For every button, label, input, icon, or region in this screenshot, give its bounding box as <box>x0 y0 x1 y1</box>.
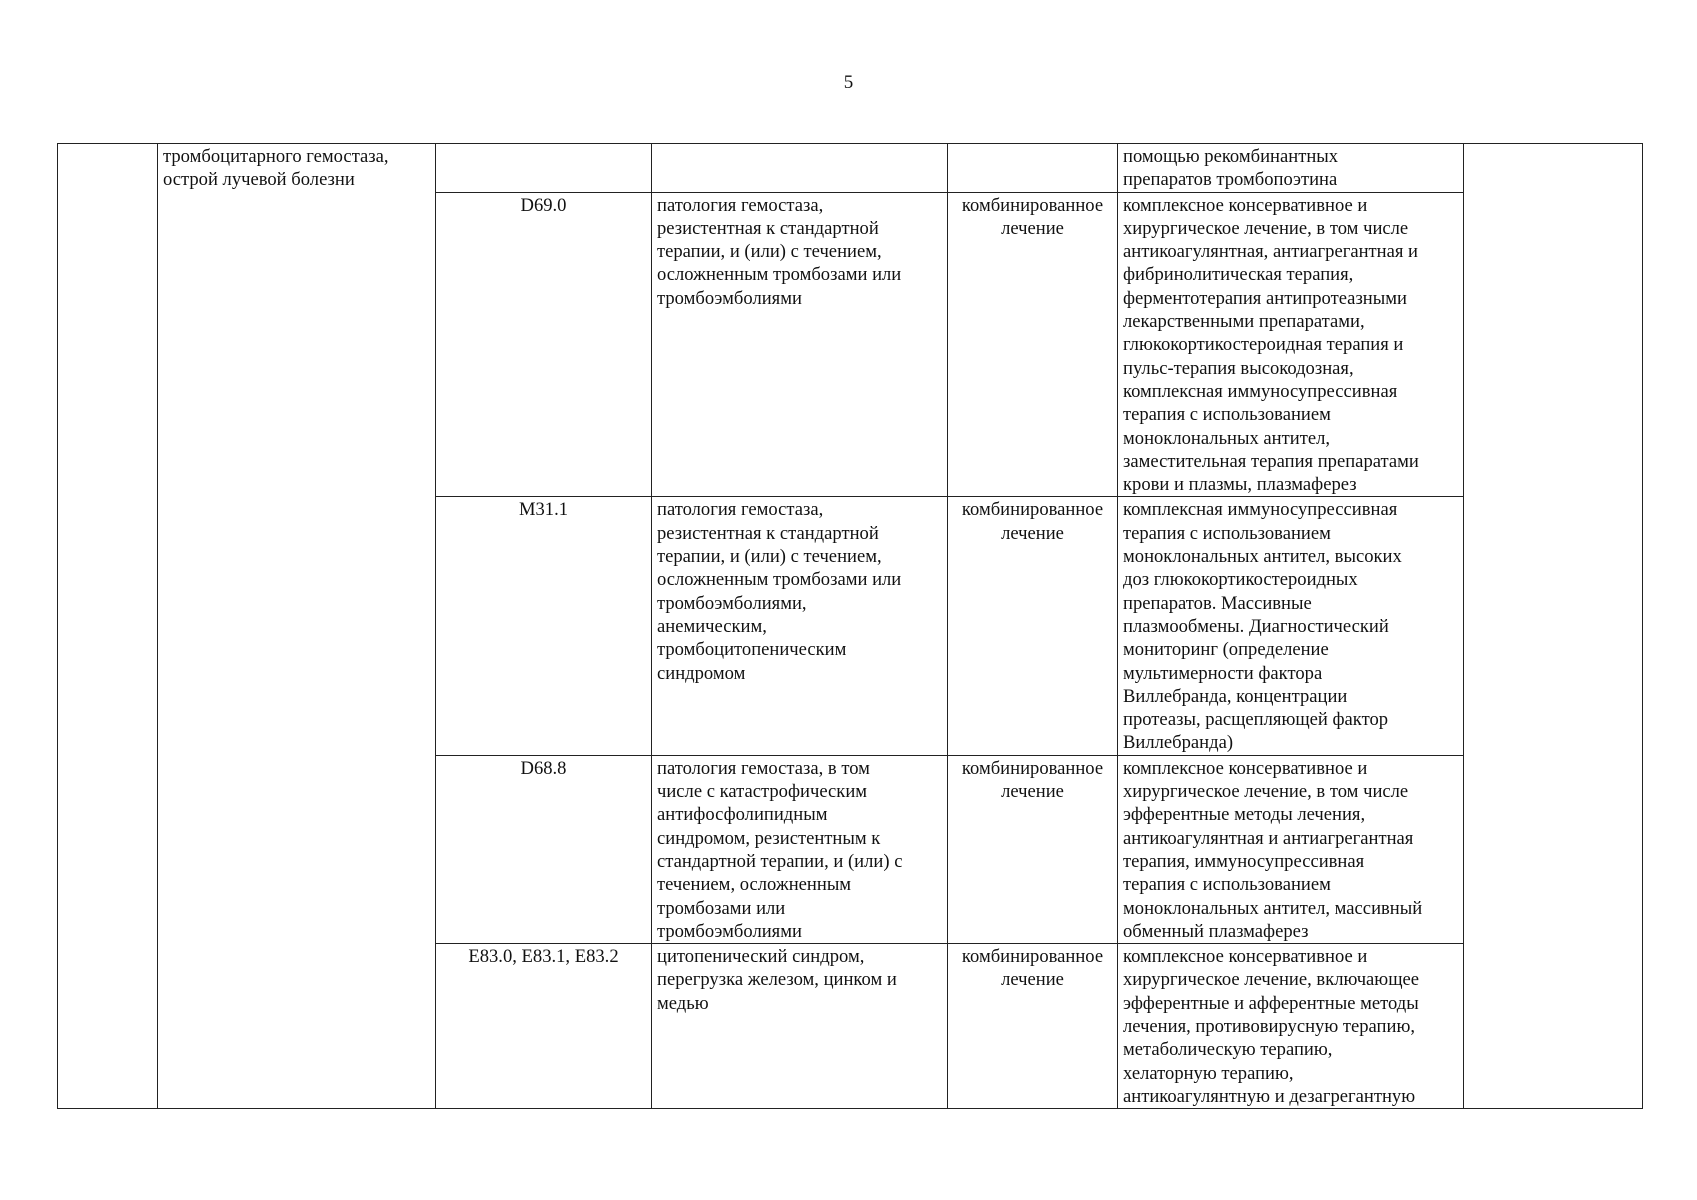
text-line: антикоагулянтная, антиагрегантная и <box>1123 241 1419 263</box>
text-line: лечения, противовирусную терапию, <box>1123 1015 1415 1037</box>
text-line: синдромом <box>657 662 746 684</box>
text-line: мониторинг (определение <box>1123 639 1329 661</box>
text-line: метаболическую терапию, <box>1123 1039 1333 1061</box>
text-line: терапии, и (или) с течением, <box>657 241 882 263</box>
norm-cell <box>1464 144 1643 1109</box>
method-cell <box>1118 944 1464 1109</box>
text-line: хирургическое лечение, в том числе <box>1123 781 1409 803</box>
text-line: моноклональных антител, массивный <box>1123 897 1423 919</box>
text-line: терапия с использованием <box>1123 404 1331 426</box>
text-line: синдромом, резистентным к <box>657 827 881 849</box>
treatment-type-cell <box>948 192 1118 497</box>
condition-cell <box>652 192 948 497</box>
text-line: резистентная к стандартной <box>657 522 879 544</box>
method-cell <box>1118 497 1464 755</box>
table-row <box>58 144 1643 193</box>
treatment-type-cell <box>948 944 1118 1109</box>
condition-cell <box>652 497 948 755</box>
method-cell <box>1118 192 1464 497</box>
text-line: Виллебранда) <box>1123 732 1234 754</box>
text-line: тромбоэмболиями, <box>657 592 807 614</box>
text-line: комплексная иммуносупрессивная <box>1123 499 1398 521</box>
text-line: тромбоцитарного гемостаза, <box>163 146 389 167</box>
text-line: перегрузка железом, цинком и <box>657 969 897 991</box>
text-line: осложненным тромбозами или <box>657 264 902 286</box>
text-line: комбинированное <box>961 194 1104 216</box>
text-line: резистентная к стандартной <box>657 217 879 239</box>
text-line: фибринолитическая терапия, <box>1123 264 1354 286</box>
text-line: патология гемостаза, <box>657 499 824 521</box>
text-line: глюкокортикостероидная терапия и <box>1123 334 1404 356</box>
text-line: моноклональных антител, <box>1123 427 1331 449</box>
text-line: лечение <box>1001 217 1064 239</box>
text-line: тромбоцитопеническим <box>657 639 847 661</box>
text-line: течением, осложненным <box>657 874 852 896</box>
condition-cell <box>652 944 948 1109</box>
text-line: лечение <box>1001 969 1064 991</box>
code-cell: D69.0 <box>436 192 652 497</box>
text-line: комплексное консервативное и <box>1123 757 1368 779</box>
text-line: моноклональных антител, высоких <box>1123 546 1402 568</box>
text-line: терапия, иммуносупрессивная <box>1123 850 1365 872</box>
text-line: антифосфолипидным <box>657 804 828 826</box>
text-line: доз глюкокортикостероидных <box>1123 569 1358 591</box>
text-line: острой лучевой болезни <box>163 169 355 191</box>
text-line: тромбоэмболиями <box>657 920 802 942</box>
text-line: патология гемостаза, в том <box>657 757 870 779</box>
text-line: протеазы, расщепляющей фактор <box>1123 709 1389 731</box>
code-cell: D68.8 <box>436 755 652 943</box>
text-line: патология гемостаза, <box>657 194 824 216</box>
text-line: комплексное консервативное и <box>1123 946 1368 968</box>
code-cell <box>436 144 652 193</box>
profile-name-cell <box>158 144 436 1109</box>
text-line: антикоагулянтную и дезагрегантную <box>1123 1085 1416 1107</box>
treatment-type-cell <box>948 755 1118 943</box>
text-line: пульс-терапия высокодозная, <box>1123 357 1354 379</box>
text-line: мультимерности фактора <box>1123 662 1323 684</box>
text-line: лечение <box>1001 781 1064 803</box>
medical-care-table <box>57 143 1643 1109</box>
code-cell: M31.1 <box>436 497 652 755</box>
page-number: 5 <box>843 72 854 93</box>
text-line: крови и плазмы, плазмаферез <box>1123 474 1357 496</box>
text-line: лекарственными препаратами, <box>1123 311 1365 333</box>
text-line: эфферентные методы лечения, <box>1123 804 1366 826</box>
method-cell <box>1118 755 1464 943</box>
text-line: антикоагулянтная и антиагрегантная <box>1123 827 1414 849</box>
text-line: хелаторную терапию, <box>1123 1062 1294 1084</box>
text-line: хирургическое лечение, в том числе <box>1123 217 1409 239</box>
text-line: препаратов тромбопоэтина <box>1123 169 1338 191</box>
text-line: комплексное консервативное и <box>1123 194 1368 216</box>
method-cell <box>1118 144 1464 193</box>
text-line: медью <box>657 992 709 1014</box>
text-line: комбинированное <box>961 757 1104 779</box>
text-line: тромбозами или <box>657 897 786 919</box>
treatment-type-cell <box>948 144 1118 193</box>
text-line: цитопенический синдром, <box>657 946 865 968</box>
text-line: осложненным тромбозами или <box>657 569 902 591</box>
code-cell: E83.0, E83.1, E83.2 <box>436 944 652 1109</box>
text-line: плазмообмены. Диагностический <box>1123 615 1389 637</box>
text-line: ферментотерапия антипротеазными <box>1123 287 1407 309</box>
condition-cell <box>652 144 948 193</box>
treatment-type-cell <box>948 497 1118 755</box>
text-line: эфферентные и афферентные методы <box>1123 992 1419 1014</box>
text-line: тромбоэмболиями <box>657 287 802 309</box>
text-line: комбинированное <box>961 946 1104 968</box>
text-line: заместительная терапия препаратами <box>1123 450 1419 472</box>
text-line: обменный плазмаферез <box>1123 920 1309 942</box>
text-line: числе с катастрофическим <box>657 781 868 803</box>
text-line: комплексная иммуносупрессивная <box>1123 380 1398 402</box>
text-line: терапия с использованием <box>1123 522 1331 544</box>
text-line: комбинированное <box>961 499 1104 521</box>
text-line: препаратов. Массивные <box>1123 592 1312 614</box>
text-line: анемическим, <box>657 615 767 637</box>
text-line: терапия с использованием <box>1123 874 1331 896</box>
text-line: терапии, и (или) с течением, <box>657 546 882 568</box>
number-cell <box>58 144 158 1109</box>
text-line: помощью рекомбинантных <box>1123 146 1339 167</box>
text-line: хирургическое лечение, включающее <box>1123 969 1420 991</box>
text-line: стандартной терапии, и (или) с <box>657 850 903 872</box>
text-line: лечение <box>1001 522 1064 544</box>
text-line: Виллебранда, концентрации <box>1123 685 1348 707</box>
condition-cell <box>652 755 948 943</box>
